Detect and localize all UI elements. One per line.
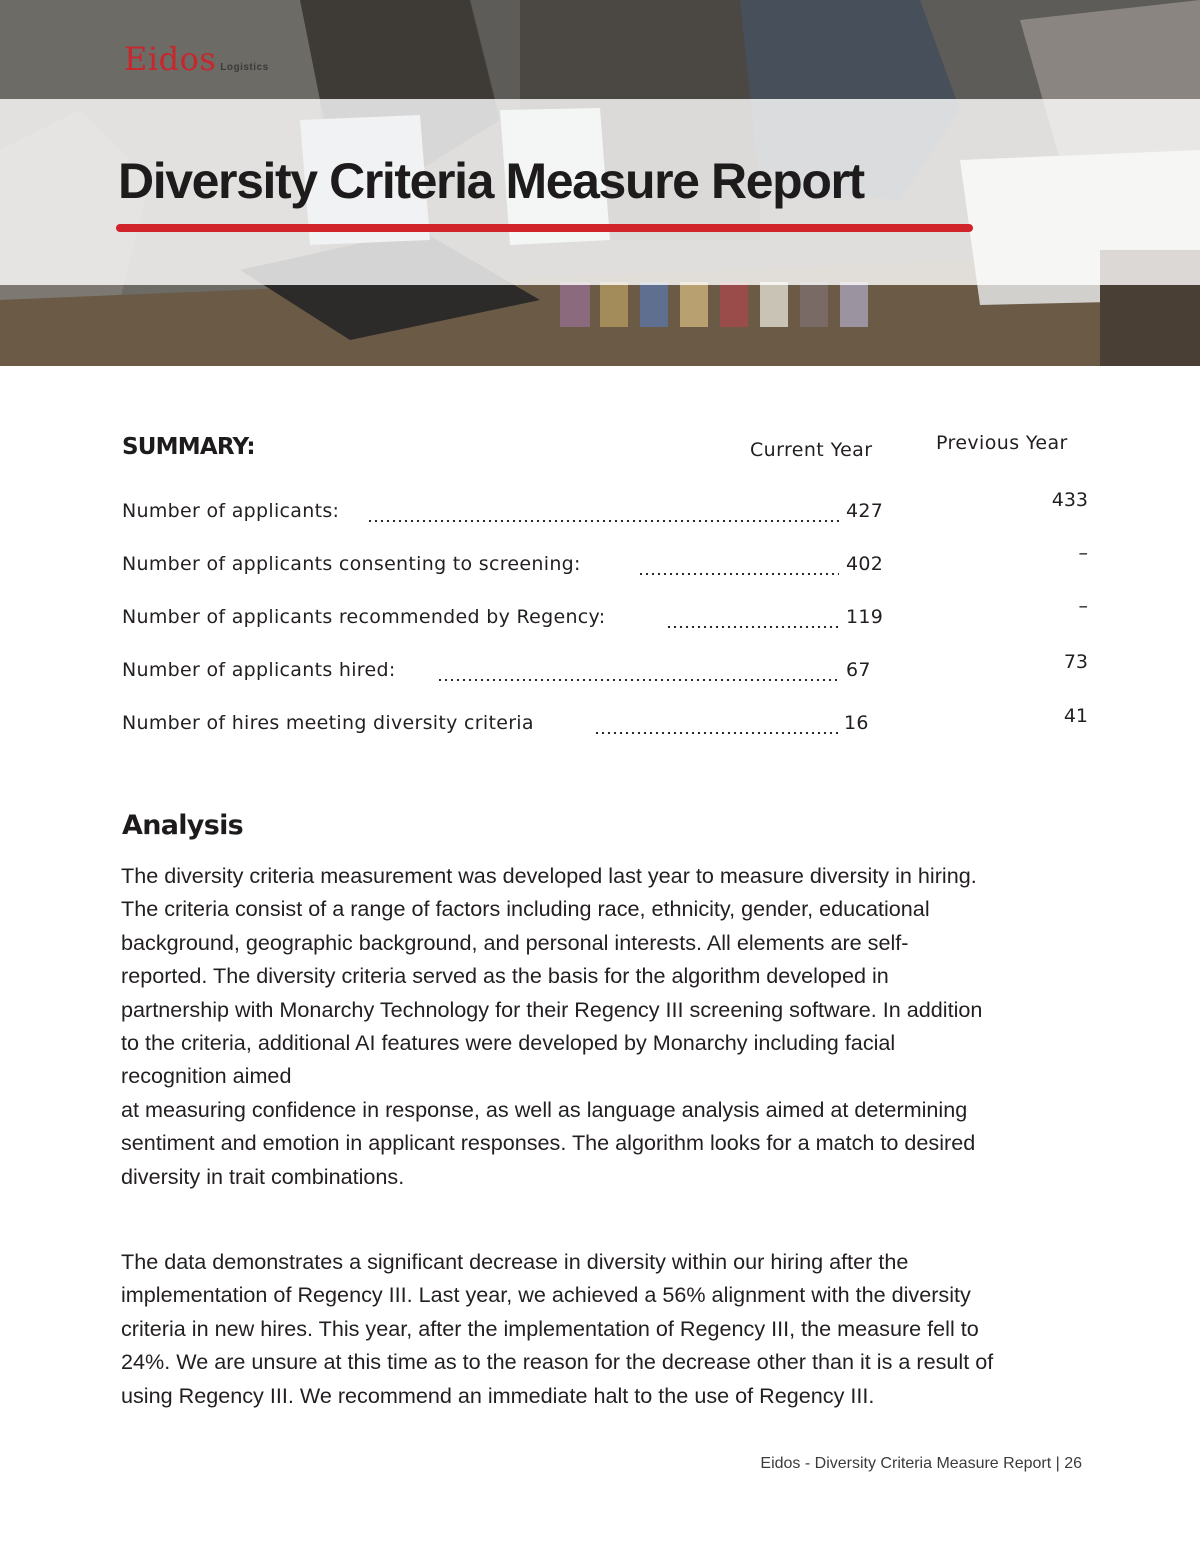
text-line: implementation of Regency III. Last year, we achieved a 56% alignment with the diversity <box>121 1282 971 1308</box>
brand-logo <box>124 40 269 78</box>
text-line: criteria in new hires. This year, after the implementation of Regency III, the measure fell to <box>121 1315 979 1341</box>
dot-leader <box>437 679 839 681</box>
row-label: Number of applicants recommended by Regency: <box>122 606 606 628</box>
previous-value: 41 <box>1063 705 1088 727</box>
dot-leader <box>367 520 839 522</box>
dot-leader <box>594 732 838 734</box>
summary-heading: SUMMARY: <box>122 434 255 460</box>
analysis-heading: Analysis <box>122 810 243 841</box>
text-line: 24%. We are unsure at this time as to the reason for the decrease other than it is a result of <box>121 1349 994 1375</box>
current-value: 402 <box>846 553 884 575</box>
dot-leader <box>666 626 839 628</box>
analysis-paragraph-2 <box>121 1245 1081 1412</box>
text-line: The diversity criteria measurement was developed last year to measure diversity in hiring. <box>121 863 977 888</box>
previous-year-header: Previous Year <box>936 432 1068 454</box>
previous-value: 73 <box>1063 651 1088 673</box>
row-label: Number of applicants: <box>122 500 340 522</box>
brand-subtitle: Logistics <box>220 62 269 73</box>
dot-leader <box>638 573 839 575</box>
analysis-paragraph-1 <box>121 859 1081 1193</box>
current-value: 427 <box>846 500 884 522</box>
text-line: diversity in trait combinations. <box>121 1163 405 1189</box>
text-line: at measuring confidence in response, as well as language analysis aimed at determining <box>121 1096 968 1122</box>
row-label: Number of applicants hired: <box>122 659 396 681</box>
current-value: 16 <box>844 712 869 734</box>
text-line: sentiment and emotion in applicant responses. The algorithm looks for a match to desired <box>121 1130 976 1156</box>
text-line: The criteria consist of a range of factors including race, ethnicity, gender, educational <box>121 896 930 922</box>
page-footer: Eidos - Diversity Criteria Measure Report | 26 <box>760 1455 1082 1472</box>
row-label: Number of applicants consenting to screening: <box>122 553 581 575</box>
text-line: recognition aimed <box>121 1063 292 1089</box>
text-line: to the criteria, additional AI features were developed by Monarchy including facial <box>121 1030 896 1056</box>
page-title: Diversity Criteria Measure Report <box>118 153 864 209</box>
text-line: using Regency III. We recommend an immediate halt to the use of Regency III. <box>121 1382 875 1408</box>
previous-value: 433 <box>1051 489 1088 511</box>
text-line: partnership with Monarchy Technology for their Regency III screening software. In addition <box>121 996 983 1022</box>
text-line: background, geographic background, and personal interests. All elements are self- <box>121 929 909 955</box>
current-value: 119 <box>846 606 884 628</box>
title-underline <box>116 224 973 232</box>
row-label: Number of hires meeting diversity criteria <box>122 712 534 734</box>
hero-banner <box>0 0 1200 366</box>
current-year-header: Current Year <box>750 439 873 461</box>
current-value: 67 <box>846 659 871 681</box>
previous-value: – <box>1078 542 1088 564</box>
text-line: The data demonstrates a significant decrease in diversity within our hiring after the <box>121 1249 909 1274</box>
brand-name: Eidos <box>124 40 217 78</box>
previous-value: – <box>1078 595 1088 617</box>
text-line: reported. The diversity criteria served as the basis for the algorithm developed in <box>121 963 889 989</box>
